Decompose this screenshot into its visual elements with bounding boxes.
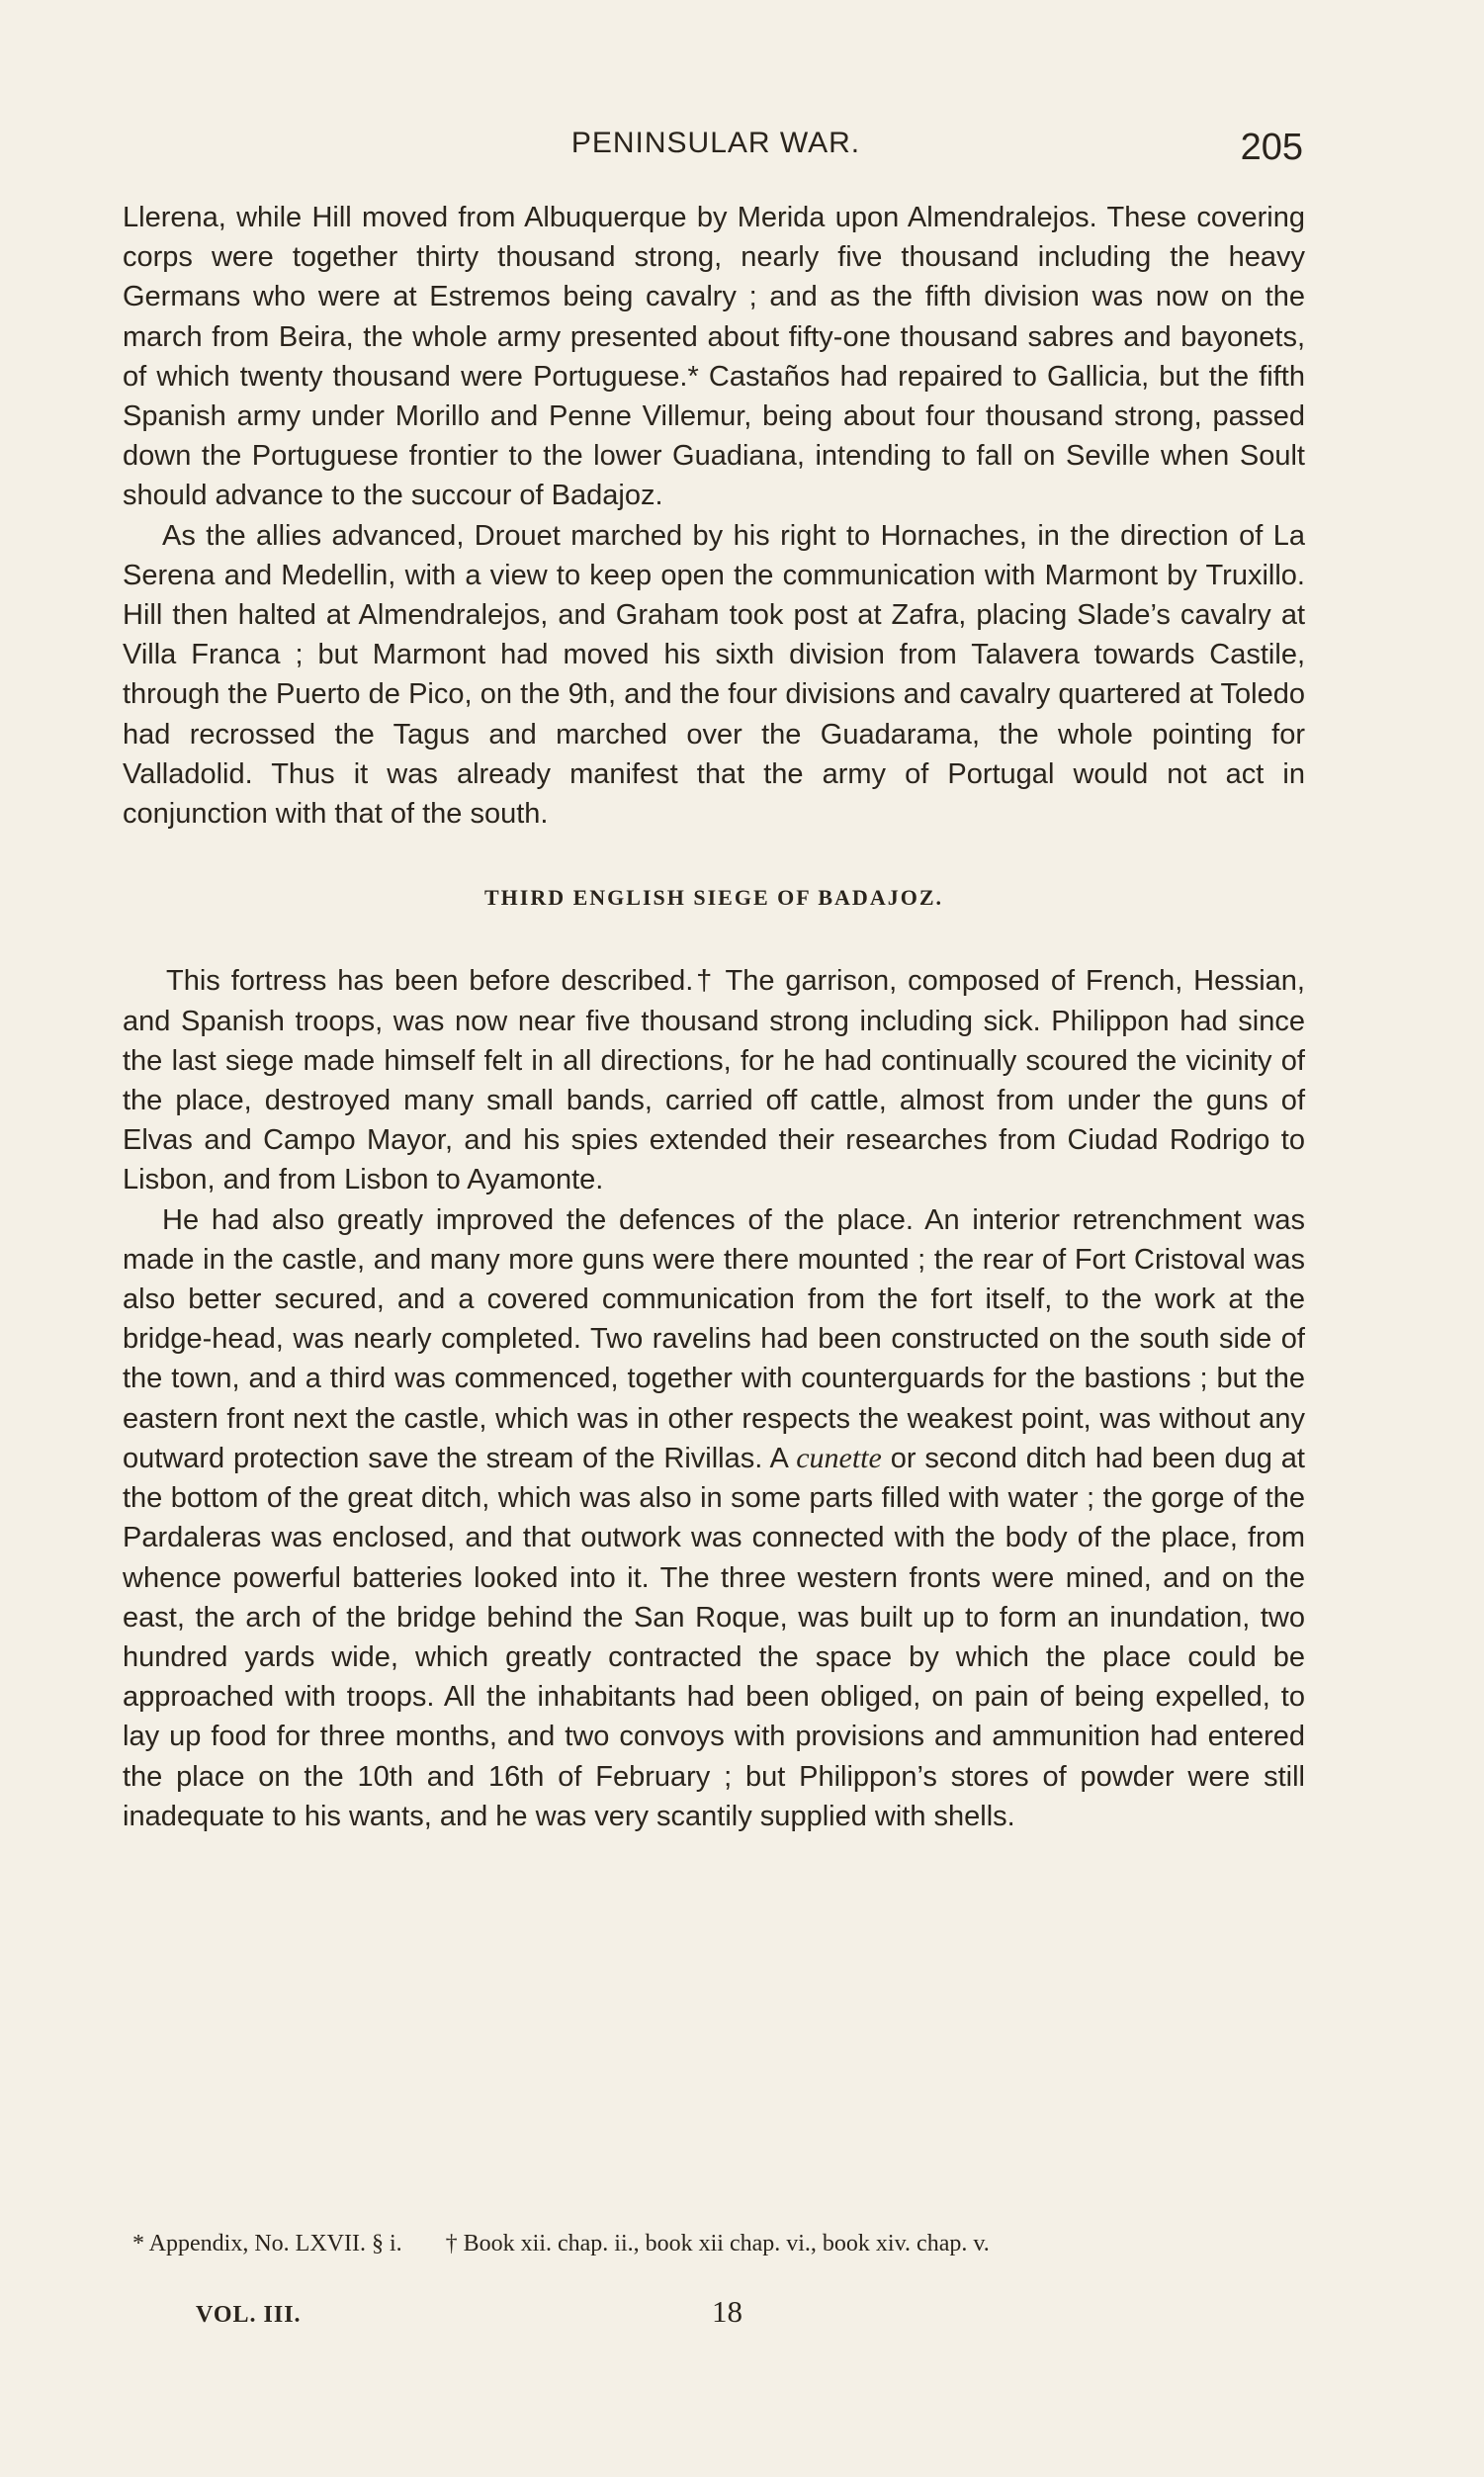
footnote: † Book xii. chap. ii., book xii chap. vi., book xiv. chap. v.: [445, 2231, 990, 2256]
footnote: * Appendix, No. LXVII. § i.: [132, 2231, 402, 2256]
paragraph: This fortress has been before described.† The garrison, composed of French, Hessian, and Spanish troops, was now near five thousand strong including sick. Philippon had since the last siege made himself felt in all directions, for he had continually scoured the vicinity of the place, destroyed many small bands, carried off cattle, almost from under the guns of Elvas and Campo Mayor, and his spies extended their researches from Ciudad Rodrigo to Lisbon, and from Lisbon to Ayamonte.: [123, 965, 1305, 1196]
section-heading: THIRD ENGLISH SIEGE OF BADAJOZ.: [484, 885, 943, 911]
paragraph: [123, 1200, 1305, 1836]
page-header: [129, 111, 1303, 170]
italic-term: cunette: [796, 1441, 882, 1474]
signature-mark: 18: [712, 2294, 742, 2329]
paragraph: As the allies advanced, Drouet marched by his right to Hornaches, in the direction of La Serena and Medellin, with a view to keep open the communication with Marmont by Truxillo. Hill then halted at Almendralejos, and Graham took post at Zafra, placing Slade’s cavalry at Villa Franca ; but Marmont had moved his sixth division from Talavera towards Castile, through the Puerto de Pico, on the 9th, and the four divisions and cavalry quartered at Toledo had recrossed the Tagus and marched over the Guadarama, the whole pointing for Valladolid. Thus it was already manifest that the army of Portugal would not act in conjunction with that of the south.: [123, 519, 1305, 831]
paragraph: Llerena, while Hill moved from Albuquerque by Merida upon Almendralejos. These covering corps were together thirty thousand strong, nearly five thousand including the heavy Germans who were at Estremos being cavalry ; and as the fifth division was now on the march from Beira, the whole army presented about fifty-one thousand sabres and bayonets, of which twenty thousand were Portuguese.* Castaños had repaired to Gallicia, but the fifth Spanish army under Morillo and Penne Villemur, being about four thousand strong, passed down the Portuguese frontier to the lower Guadiana, intending to fall on Seville when Soult should advance to the succour of Badajoz.: [123, 202, 1305, 512]
paragraph-text: or second ditch had been dug at the bottom of the great ditch, which was also in some parts filled with water ; the gorge of the Pardaleras was enclosed, and that outwork was connected with the body of the place, from whence powerful batteries looked into it. The three western fronts were mined, and on the east, the arch of the bridge behind the San Roque, was built up to form an inundation, two hundred yards wide, which greatly contracted the space by which the place could be approached with troops. All the inhabitants had been obliged, on pain of being expelled, to lay up food for three months, and two convoys with provisions and ammunition had entered the place on the 10th and 16th of February ; but Philippon’s stores of powder were still inadequate to his wants, and he was very scantily supplied with shells.: [123, 1442, 1305, 1832]
body-text: [123, 198, 1305, 1836]
footnotes: [132, 2231, 1309, 2257]
paragraph-text: He had also greatly improved the defences of the place. An interior retrenchment was made in the castle, and many more guns were there mounted ; the rear of Fort Cristoval was also better secured, and a covered communication from the fort itself, to the work at the bridge-head, was nearly completed. Two ravelins had been constructed on the south side of the town, and a third was commenced, together with counterguards for the bastions ; but the eastern front next the castle, which was in other respects the weakest point, was without any outward protection save the stream of the Rivillas. A: [123, 1203, 1305, 1474]
running-title: PENINSULAR WAR.: [570, 127, 861, 159]
volume-label: VOL. III.: [196, 2302, 302, 2328]
page-number: 205: [1240, 127, 1303, 168]
